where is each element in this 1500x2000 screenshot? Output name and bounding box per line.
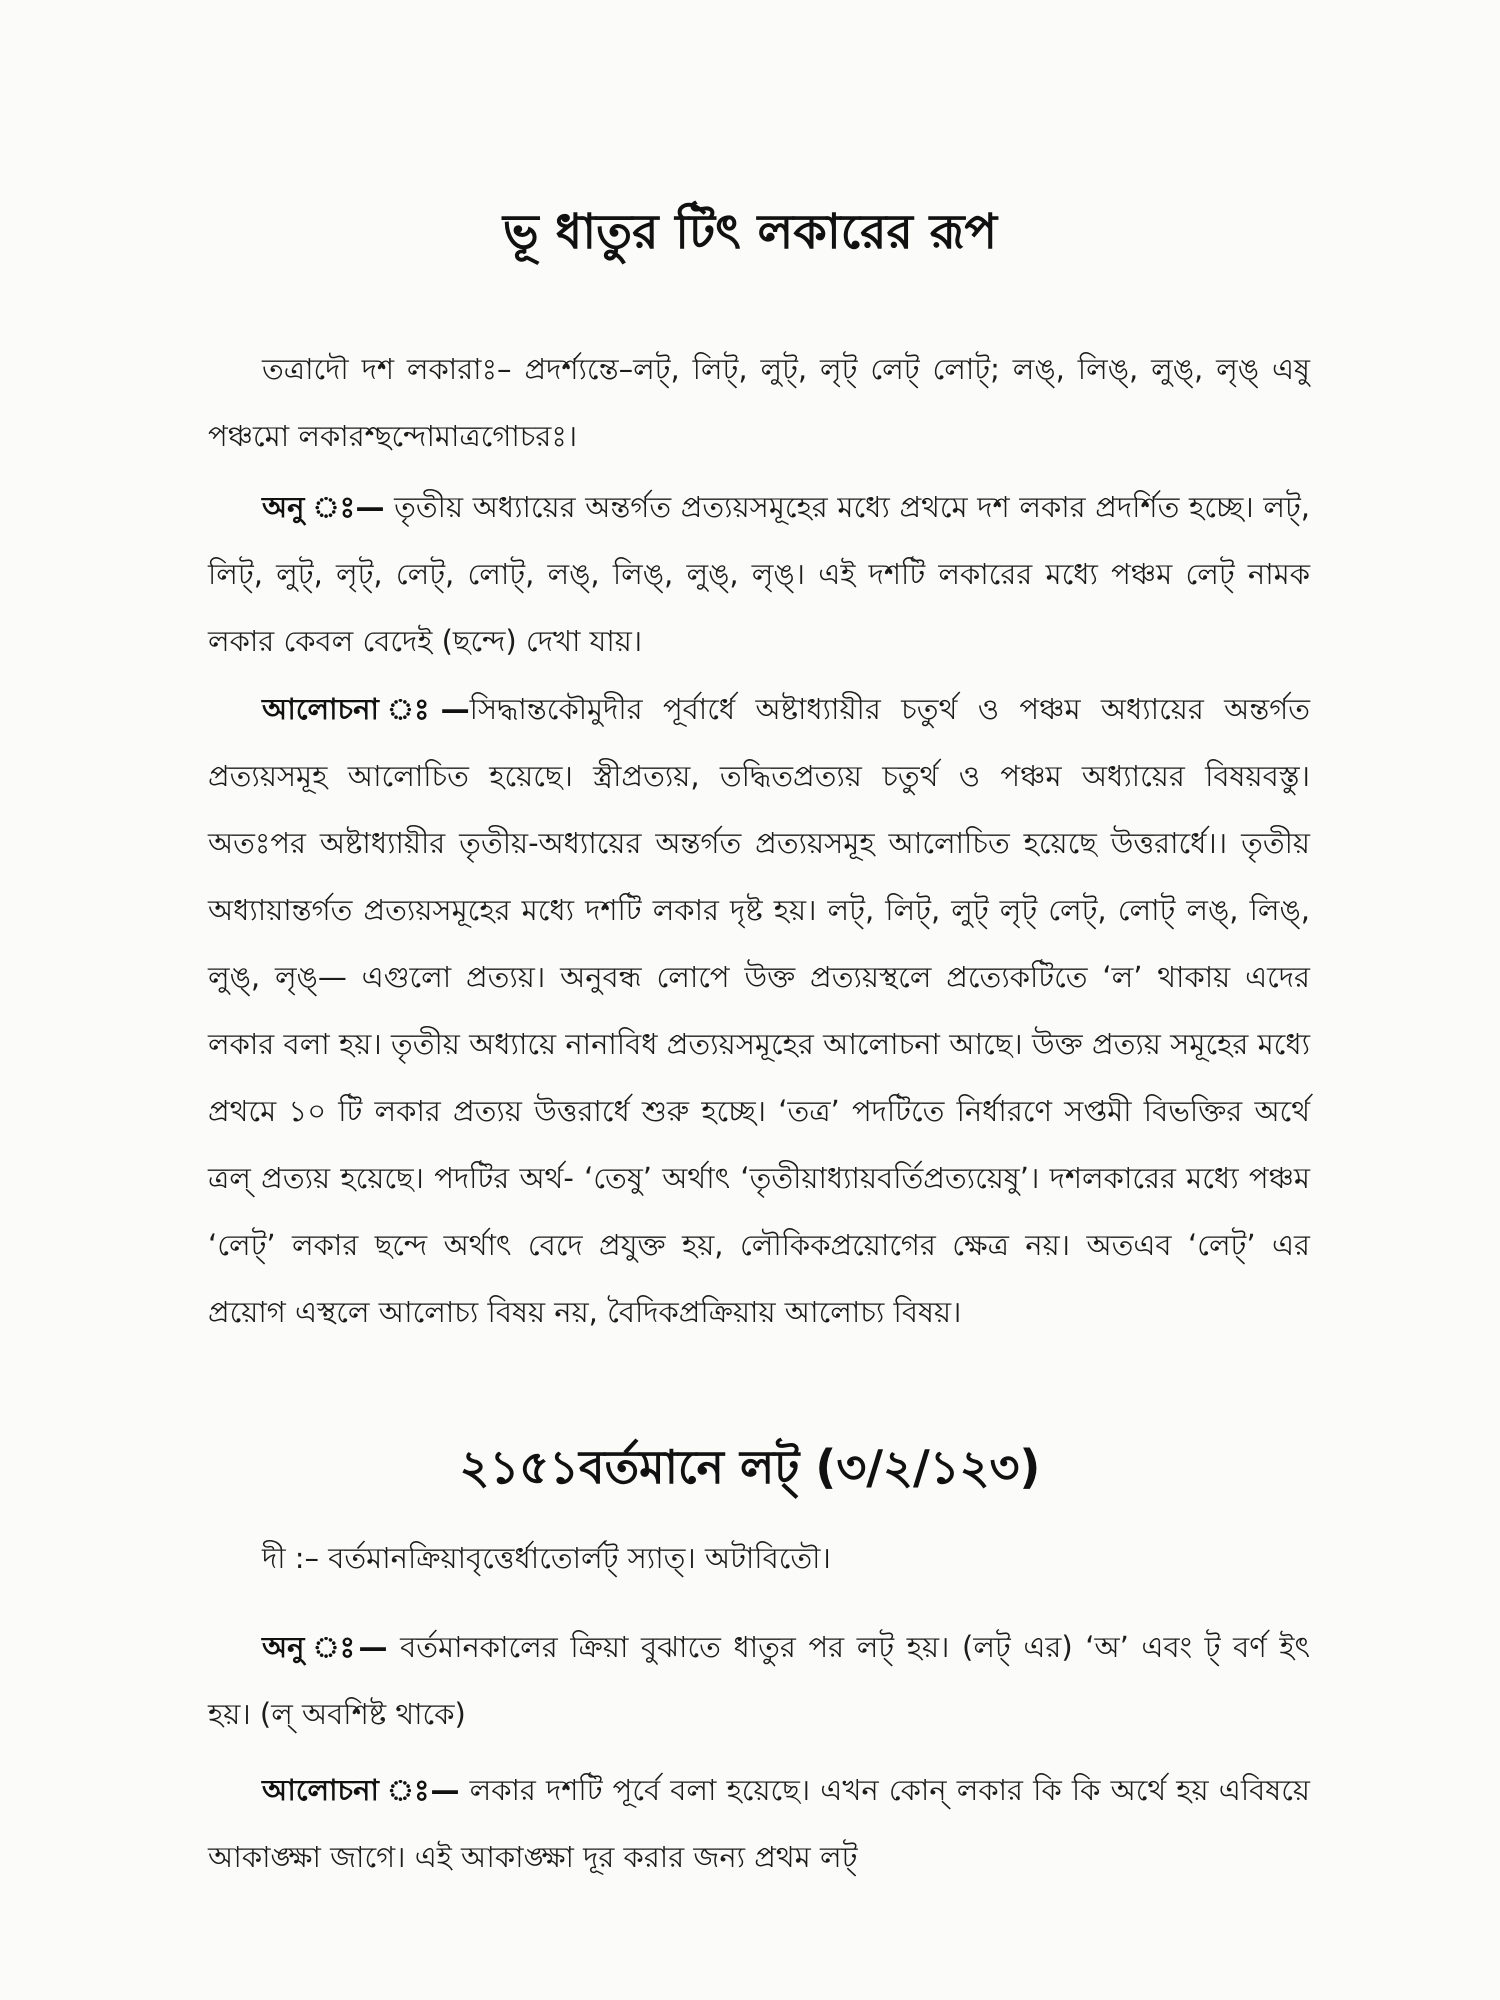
paragraph-text: লকার দশটি পূর্বে বলা হয়েছে। এখন কোন্ লকার কি কি অর্থে হয় এবিষয়ে আকাঙ্ক্ষা জাগে। এই আকাঙ্ক্ষা দূর করার জন্য প্রথম লট্ <box>208 1773 1310 1874</box>
paragraph-label: অনু ঃ— <box>262 490 385 524</box>
paragraph-translation-2 <box>208 1614 1310 1748</box>
paragraph-discussion-2 <box>208 1757 1310 1891</box>
paragraph-commentary <box>208 1525 1310 1592</box>
sutra-heading: ২১৫১বর্তমানে লট্ (৩/২/১২৩) <box>459 1440 1041 1494</box>
paragraph-label: অনু ঃ— <box>262 1630 388 1664</box>
paragraph-discussion <box>208 676 1310 1346</box>
paragraph-translation <box>208 474 1310 675</box>
paragraph-text: তৃতীয় অধ্যায়ের অন্তর্গত প্রত্যয়সমূহের মধ্যে প্রথমে দশ লকার প্রদর্শিত হচ্ছে। লট্, লিট্, লুট্, লৃট্, লেট্, লোট্, লঙ্, লিঙ্, লুঙ্, লৃঙ্। এই দশটি লকারের মধ্যে পঞ্চম লেট্ নামক লকার কেবল বেদেই (ছন্দে) দেখা যায়। <box>208 490 1310 658</box>
paragraph-label: আলোচনা ঃ— <box>262 692 470 726</box>
paragraph-text: তত্রাদৌ দশ লকারাঃ– প্রদর্শ্যন্তে–লট্, লিট্, লুট্, লৃট্ লেট্ লোট্; লঙ্, লিঙ্, লুঙ্, লৃঙ্ এষু পঞ্চমো লকারশ্ছন্দোমাত্রগোচরঃ। <box>208 352 1310 453</box>
paragraph-label: আলোচনা ঃ— <box>262 1773 460 1807</box>
paragraph-text: দী :– বর্তমানক্রিয়াবৃত্তের্ধাতোর্লট্ স্যাত্। অটাবিতৌ। <box>262 1541 831 1575</box>
paragraph-text: বর্তমানকালের ক্রিয়া বুঝাতে ধাতুর পর লট্ হয়। (লট্ এর) ‘অ’ এবং ট্ বর্ণ ইৎ হয়। (ল্ অবশিষ্ট থাকে) <box>208 1630 1310 1731</box>
page-title: ভূ ধাতুর টিৎ লকারের রূপ <box>502 204 998 260</box>
paragraph-text: সিদ্ধান্তকৌমুদীর পূর্বার্ধে অষ্টাধ্যায়ীর চতুর্থ ও পঞ্চম অধ্যায়ের অন্তর্গত প্রত্যয়সমূহ আলোচিত হয়েছে। স্ত্রীপ্রত্যয়, তদ্ধিতপ্রত্যয় চতুর্থ ও পঞ্চম অধ্যায়ের বিষয়বস্তু। অতঃপর অষ্টাধ্যায়ীর তৃতীয়-অধ্যায়ের অন্তর্গত প্রত্যয়সমূহ আলোচিত হয়েছে উত্তরার্ধে।। তৃতীয় অধ্যায়ান্তর্গত প্রত্যয়সমূহের মধ্যে দশটি লকার দৃষ্ট হয়। লট্, লিট্, লুট্ লৃট্ লেট্, লোট্ লঙ্, লিঙ্, লুঙ্, লৃঙ্— এগুলো প্রত্যয়। অনুবন্ধ লোপে উক্ত প্রত্যয়স্থলে প্রত্যেকটিতে ‘ল’ থাকায় এদের লকার বলা হয়। তৃতীয় অধ্যায়ে নানাবিধ প্রত্যয়সমূহের আলোচনা আছে। উক্ত প্রত্যয় সমূহের মধ্যে প্রথমে ১০ টি লকার প্রত্যয় উত্তরার্ধে শুরু হচ্ছে। ‘তত্র’ পদটিতে নির্ধারণে সপ্তমী বিভক্তির অর্থে ত্রল্ প্রত্যয় হয়েছে। পদটির অর্থ- ‘তেষু’ অর্থাৎ ‘তৃতীয়াধ্যায়বর্তিপ্রত্যয়েষু’। দশলকারের মধ্যে পঞ্চম ‘লেট্’ লকার ছন্দে অর্থাৎ বেদে প্রযুক্ত হয়, লৌকিকপ্রয়োগের ক্ষেত্র নয়। অতএব ‘লেট্’ এর প্রয়োগ এস্থলে আলোচ্য বিষয় নয়, বৈদিকপ্রক্রিয়ায় আলোচ্য বিষয়। <box>208 692 1311 1329</box>
paragraph-intro-sutra <box>208 336 1310 470</box>
